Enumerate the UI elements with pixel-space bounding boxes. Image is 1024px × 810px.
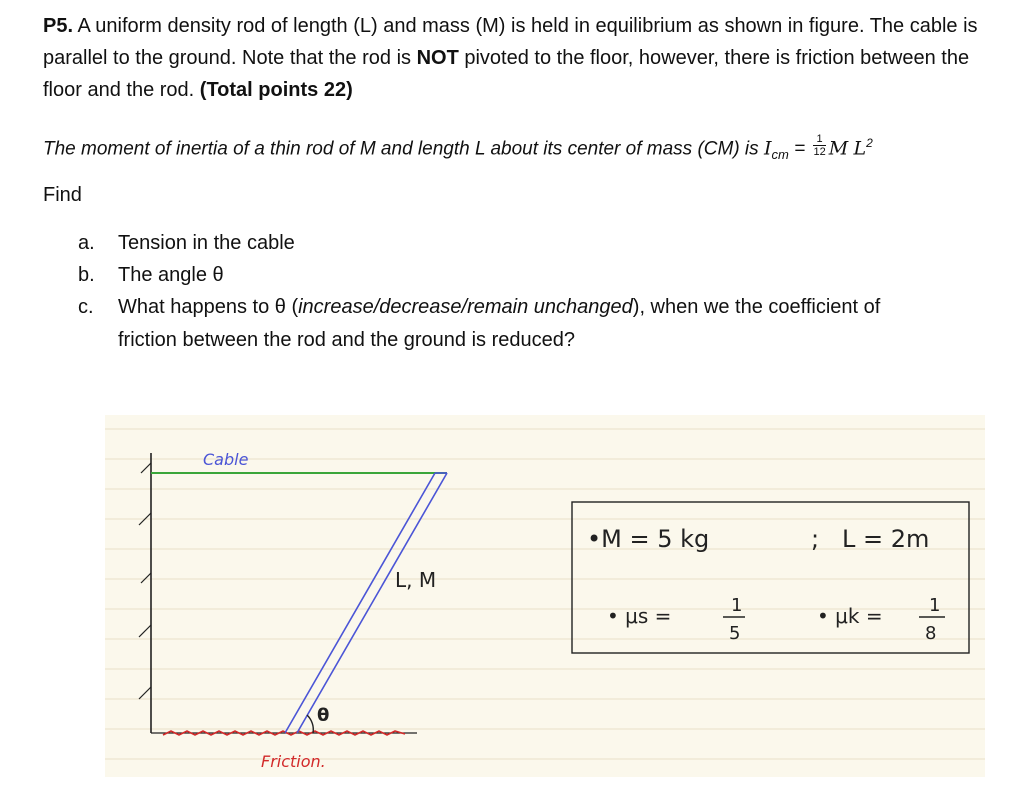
mu-k-numerator: 1 bbox=[929, 595, 941, 616]
moment-text: The moment of inertia of a thin rod of M and length L about its center of mass (CM) is bbox=[43, 138, 764, 160]
moment-fraction bbox=[813, 133, 825, 158]
fraction-denominator: 12 bbox=[813, 145, 826, 158]
fraction-numerator: 1 bbox=[813, 133, 825, 146]
question-text bbox=[118, 291, 880, 323]
moment-symbol-m: M bbox=[828, 137, 849, 160]
rod-label: L, M bbox=[395, 568, 437, 592]
question-text: The angle θ bbox=[118, 264, 224, 286]
problem-text-1: A uniform density rod of length (L) and mass (M) is held in equilibrium as shown in figure. The cable is parallel to the ground. Note that the rod is bbox=[43, 15, 978, 69]
problem-statement bbox=[43, 10, 1003, 106]
question-c-text-before: What happens to θ ( bbox=[118, 296, 299, 318]
mu-k-label: • μk = bbox=[817, 604, 883, 628]
problem-emphasis: NOT bbox=[416, 47, 459, 69]
question-marker: a. bbox=[78, 232, 95, 254]
problem-label: P5. bbox=[43, 15, 74, 37]
question-c-line-2: friction between the rod and the ground is reduced? bbox=[118, 329, 575, 351]
cable-label: Cable bbox=[203, 450, 249, 469]
moment-of-inertia-note bbox=[43, 127, 873, 171]
total-points: (Total points 22) bbox=[199, 79, 353, 101]
angle-label: θ bbox=[317, 705, 330, 726]
find-label: Find bbox=[43, 184, 82, 206]
friction-label: Friction. bbox=[261, 752, 326, 771]
question-text: Tension in the cable bbox=[118, 232, 295, 254]
moment-symbol-i: I bbox=[763, 137, 772, 160]
question-c-text-after: ), when we the coefficient of bbox=[632, 296, 881, 318]
problem-text-2: pivoted to the floor, however, there is friction between the floor and the rod. bbox=[43, 47, 970, 101]
question-marker: c. bbox=[78, 296, 94, 318]
paper-background bbox=[105, 415, 985, 777]
mu-k-denominator: 8 bbox=[925, 623, 937, 644]
moment-symbol-l: L bbox=[853, 137, 867, 160]
mu-s-label: • μs = bbox=[607, 604, 672, 628]
rod-cable-figure bbox=[105, 415, 985, 777]
given-mass: •M = 5 kg bbox=[587, 525, 710, 553]
mu-s-numerator: 1 bbox=[731, 595, 743, 616]
given-length: L = 2m bbox=[842, 525, 930, 553]
question-marker: b. bbox=[78, 264, 95, 286]
given-separator: ; bbox=[811, 525, 820, 553]
moment-equals: = bbox=[788, 138, 811, 160]
moment-exponent: 2 bbox=[866, 136, 873, 150]
question-c-italic: increase/decrease/remain unchanged bbox=[298, 296, 633, 318]
mu-s-denominator: 5 bbox=[729, 623, 741, 644]
moment-subscript: cm bbox=[771, 147, 789, 163]
